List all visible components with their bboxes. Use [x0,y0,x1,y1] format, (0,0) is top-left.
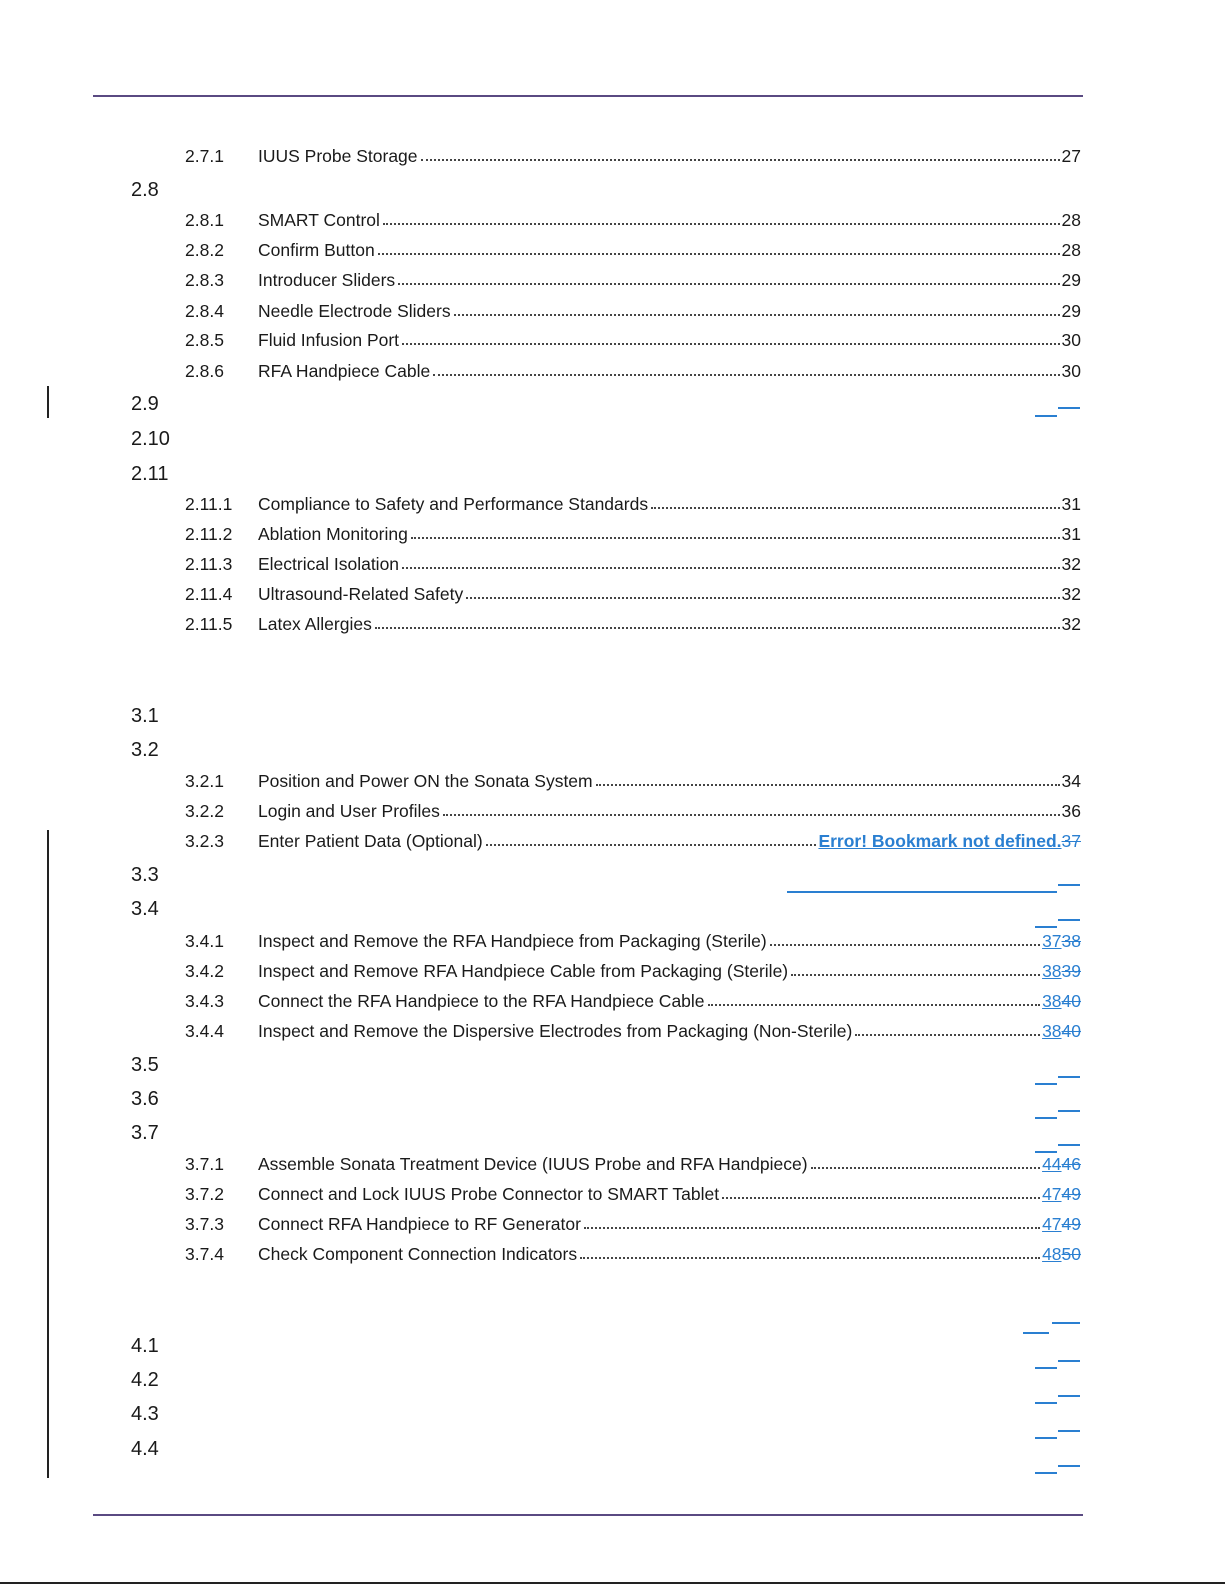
toc-entry-number: 2.8.2 [185,240,224,260]
toc-entry-title: Inspect and Remove the RFA Handpiece from Packaging (Sterile) [258,931,767,951]
toc-entry-number: 2.8.1 [185,210,224,230]
toc-entry-number: 2.8.3 [185,270,224,290]
dot-leader [402,566,1059,569]
toc-entry-number: 3.7.3 [185,1214,224,1234]
toc-entry-3-4-4[interactable] [185,1019,1081,1043]
toc-entry-page: 27 [1061,146,1081,166]
toc-entry-page: 30 [1061,361,1081,381]
toc-entry-title: Connect the RFA Handpiece to the RFA Handpiece Cable [258,991,705,1011]
toc-entry-3-4-2[interactable] [185,959,1081,983]
toc-entry-3-4-3[interactable] [185,989,1081,1013]
toc-entry-number: 2.11.5 [185,614,233,634]
toc-page-deleted: 37 [1061,831,1081,851]
toc-entry-page: 31 [1061,524,1081,544]
toc-entry-title: Electrical Isolation [258,554,400,574]
toc-entry-2-11-2[interactable] [185,522,1081,546]
toc-entry-2-11-5[interactable] [185,612,1081,636]
dot-leader [770,943,1040,946]
toc-page-deleted: 46 [1061,1154,1081,1174]
dot-leader [433,373,1059,376]
toc-entry-number: 2.11.1 [185,494,233,514]
toc-entry-number: 2.7.1 [185,146,224,166]
toc-entry-title: Fluid Infusion Port [258,330,400,350]
tracked-insert-mark [1035,1367,1057,1369]
toc-page-deleted: 38 [1061,931,1081,951]
toc-entry-2-7-1[interactable] [185,144,1081,168]
tracked-insert-mark [787,891,1057,893]
toc-entry-number: 3.4.2 [185,961,224,981]
tracked-insert-mark [1023,1332,1049,1334]
toc-page-inserted: 47 [1042,1184,1062,1204]
toc-entry-page: 32 [1061,614,1081,634]
tracked-delete-mark [1052,1322,1080,1324]
toc-entry-number: 3.2.1 [185,771,224,791]
toc-entry-title: Assemble Sonata Treatment Device (IUUS Probe and RFA Handpiece) [258,1154,808,1174]
toc-page-inserted: 44 [1042,1154,1062,1174]
toc-entry-title: Compliance to Safety and Performance Standards [258,494,649,514]
tracked-insert-mark [1035,926,1057,928]
toc-heading-3-5[interactable]: 3.5 [131,1054,159,1076]
tracked-delete-mark [1058,1076,1080,1078]
tracked-insert-mark [1035,415,1057,417]
toc-entry-number: 3.2.2 [185,801,224,821]
toc-entry-title: Enter Patient Data (Optional) [258,831,483,851]
toc-entry-title: Connect RFA Handpiece to RF Generator [258,1214,581,1234]
toc-entry-number: 2.8.5 [185,330,224,350]
dot-leader [378,252,1060,255]
toc-entry-3-7-3[interactable] [185,1212,1081,1236]
toc-entry-number: 3.7.1 [185,1154,224,1174]
toc-entry-2-8-1[interactable] [185,208,1081,232]
tracked-delete-mark [1058,1144,1080,1146]
toc-heading-2-8[interactable]: 2.8 [131,179,159,201]
toc-heading-4-2[interactable]: 4.2 [131,1369,159,1391]
tracked-delete-mark [1058,919,1080,921]
toc-entry-2-11-4[interactable] [185,582,1081,606]
toc-page-inserted: 38 [1042,1021,1062,1041]
toc-entry-number: 3.7.4 [185,1244,224,1264]
bookmark-error[interactable]: Error! Bookmark not defined. [818,831,1062,851]
toc-entry-page: 30 [1061,330,1081,350]
toc-entry-page: 32 [1061,584,1081,604]
tracked-delete-mark [1058,884,1080,886]
dot-leader [584,1226,1040,1229]
toc-entry-number: 2.8.6 [185,361,224,381]
tracked-insert-mark [1035,1083,1057,1085]
toc-entry-3-2-3[interactable] [185,829,1081,853]
toc-page-inserted: 37 [1042,931,1062,951]
toc-entry-title: IUUS Probe Storage [258,146,418,166]
toc-entry-2-8-2[interactable] [185,238,1081,262]
toc-entry-page: 29 [1061,301,1081,321]
toc-page-inserted: 48 [1042,1244,1062,1264]
dot-leader [596,783,1060,786]
tracked-insert-mark [1035,1117,1057,1119]
toc-entry-page: 32 [1061,554,1081,574]
dot-leader [791,973,1040,976]
toc-entry-number: 3.4.4 [185,1021,224,1041]
toc-entry-2-11-3[interactable] [185,552,1081,576]
toc-page-deleted: 49 [1061,1214,1081,1234]
change-bar [47,386,49,418]
toc-page-deleted: 39 [1061,961,1081,981]
toc-heading-3-7[interactable]: 3.7 [131,1122,159,1144]
toc-entry-title: Introducer Sliders [258,270,396,290]
toc-entry-number: 3.4.1 [185,931,224,951]
footer-rule [93,1514,1083,1516]
toc-page-inserted: 47 [1042,1214,1062,1234]
tracked-delete-mark [1058,1430,1080,1432]
toc-entry-number: 2.11.3 [185,554,233,574]
toc-entry-number: 2.11.4 [185,584,233,604]
toc-page-deleted: 49 [1061,1184,1081,1204]
toc-heading-3-4[interactable]: 3.4 [131,898,159,920]
toc-entry-page: 31 [1061,494,1081,514]
toc-page-inserted: 38 [1042,961,1062,981]
toc-heading-3-1[interactable]: 3.1 [131,705,159,727]
toc-heading-3-3[interactable]: 3.3 [131,864,159,886]
toc-page-deleted: 40 [1061,1021,1081,1041]
dot-leader [375,626,1060,629]
toc-entry-page: 34 [1061,771,1081,791]
toc-entry-2-8-5[interactable] [185,328,1081,352]
tracked-delete-mark [1058,1465,1080,1467]
tracked-insert-mark [1035,1402,1057,1404]
dot-leader [454,313,1060,316]
dot-leader [651,506,1059,509]
dot-leader [421,158,1060,161]
dot-leader [722,1196,1040,1199]
toc-entry-2-8-6[interactable] [185,359,1081,383]
toc-entry-number: 2.11.2 [185,524,233,544]
tracked-insert-mark [1035,1437,1057,1439]
dot-leader [402,342,1059,345]
toc-entry-3-4-1[interactable] [185,929,1081,953]
toc-entry-title: Inspect and Remove RFA Handpiece Cable from Packaging (Sterile) [258,961,789,981]
dot-leader [855,1033,1040,1036]
dot-leader [486,843,817,846]
toc-entry-3-7-4[interactable] [185,1242,1081,1266]
toc-entry-number: 3.4.3 [185,991,224,1011]
dot-leader [443,813,1060,816]
toc-entry-title: Check Component Connection Indicators [258,1244,578,1264]
dot-leader [383,222,1060,225]
dot-leader [708,1003,1041,1006]
tracked-insert-mark [1035,1472,1057,1474]
dot-leader [811,1166,1040,1169]
toc-entry-title: SMART Control [258,210,380,230]
toc-entry-3-7-2[interactable] [185,1182,1081,1206]
toc-entry-2-11-1[interactable] [185,492,1081,516]
toc-heading-3-6[interactable]: 3.6 [131,1088,159,1110]
toc-entry-number: 3.2.3 [185,831,224,851]
change-bar [47,830,49,1478]
toc-entry-title: RFA Handpiece Cable [258,361,431,381]
toc-entry-3-2-1[interactable] [185,769,1081,793]
toc-entry-title: Latex Allergies [258,614,372,634]
toc-entry-page: 28 [1061,210,1081,230]
tracked-delete-mark [1058,1360,1080,1362]
toc-heading-2-11[interactable]: 2.11 [131,463,169,485]
toc-heading-3-2[interactable]: 3.2 [131,739,159,761]
toc-entry-title: Position and Power ON the Sonata System [258,771,593,791]
toc-entry-number: 3.7.2 [185,1184,224,1204]
toc-entry-title: Confirm Button [258,240,375,260]
toc-heading-2-9[interactable]: 2.9 [131,393,159,415]
toc-entry-title: Login and User Profiles [258,801,440,821]
tracked-delete-mark [1058,407,1080,409]
toc-entry-3-7-1[interactable] [185,1152,1081,1176]
dot-leader [398,282,1059,285]
toc-entry-title: Ablation Monitoring [258,524,408,544]
tracked-delete-mark [1058,1110,1080,1112]
toc-heading-4-1[interactable]: 4.1 [131,1335,159,1357]
toc-entry-title: Needle Electrode Sliders [258,301,451,321]
toc-page-inserted: 38 [1042,991,1062,1011]
dot-leader [411,536,1060,539]
toc-heading-2-10[interactable]: 2.10 [131,428,170,450]
tracked-delete-mark [1058,1395,1080,1397]
toc-heading-4-3[interactable]: 4.3 [131,1403,159,1425]
toc-entry-number: 2.8.4 [185,301,224,321]
toc-entry-title: Inspect and Remove the Dispersive Electrodes from Packaging (Non-Sterile) [258,1021,853,1041]
toc-page-deleted: 50 [1061,1244,1081,1264]
dot-leader [466,596,1059,599]
toc-entry-page: 36 [1061,801,1081,821]
toc-entry-title: Connect and Lock IUUS Probe Connector to SMART Tablet [258,1184,720,1204]
toc-entry-page: 29 [1061,270,1081,290]
toc-entry-2-8-3[interactable] [185,268,1081,292]
toc-page-deleted: 40 [1061,991,1081,1011]
header-rule [93,95,1083,97]
toc-entry-3-2-2[interactable] [185,799,1081,823]
dot-leader [580,1256,1040,1259]
toc-entry-2-8-4[interactable] [185,299,1081,323]
toc-entry-page: 28 [1061,240,1081,260]
toc-heading-4-4[interactable]: 4.4 [131,1438,159,1460]
toc-entry-title: Ultrasound-Related Safety [258,584,464,604]
page-bottom-edge [0,1582,1225,1584]
